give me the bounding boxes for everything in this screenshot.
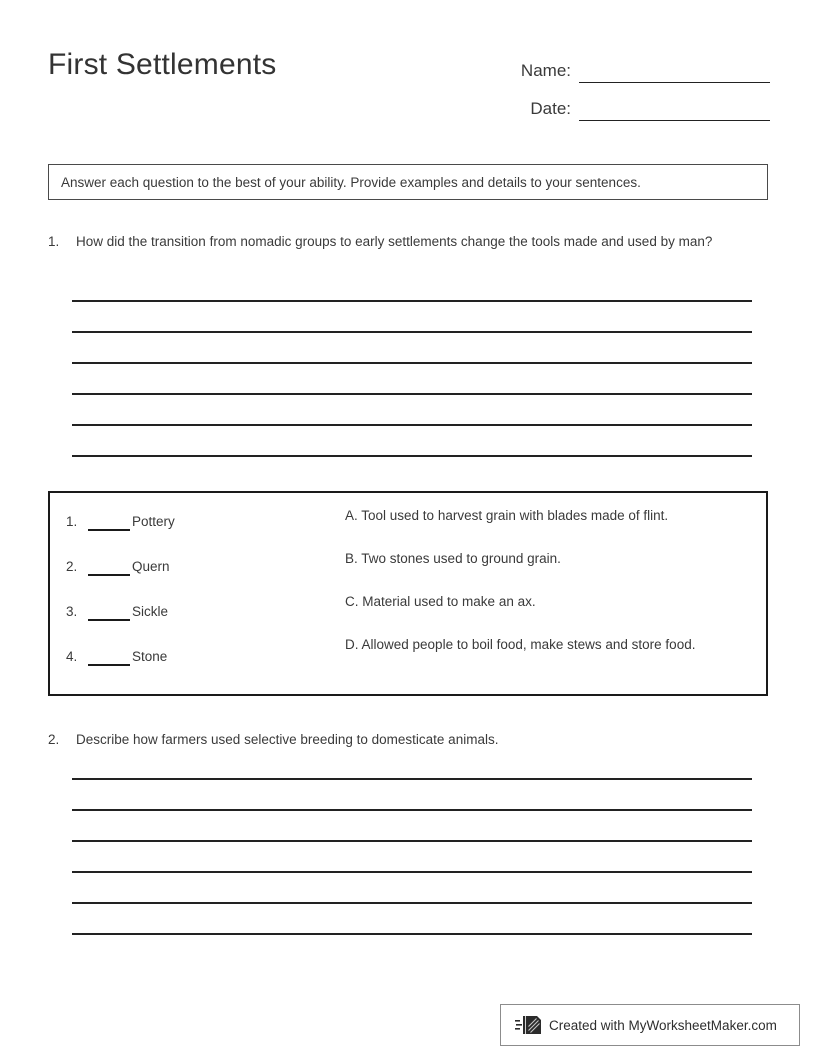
matching-term-label: Pottery [132,514,175,529]
worksheet-maker-logo-icon [515,1013,541,1037]
name-input-line[interactable] [579,60,770,83]
question-1-number: 1. [48,234,60,249]
answer-line[interactable] [72,842,752,873]
matching-answer-blank[interactable] [88,648,130,666]
answer-line[interactable] [72,333,752,364]
answer-line[interactable] [72,364,752,395]
answer-line[interactable] [72,904,752,935]
footer-attribution-badge[interactable] [500,1004,800,1046]
matching-terms-column [66,513,336,693]
matching-answer-blank[interactable] [88,513,130,531]
matching-definition: A. Tool used to harvest grain with blades made of flint. [345,508,669,523]
matching-answer-blank[interactable] [88,558,130,576]
question-1-text: How did the transition from nomadic groups to early settlements change the tools made and used by man? [76,234,713,249]
answer-line[interactable] [72,426,752,457]
matching-term-label: Sickle [132,604,169,619]
footer-attribution-text: Created with MyWorksheetMaker.com [549,1017,777,1033]
question-1 [48,232,768,251]
date-label: Date: [530,99,571,118]
instructions-box [48,164,768,200]
question-2-number: 2. [48,732,60,747]
answer-line[interactable] [72,780,752,811]
answer-line[interactable] [72,271,752,302]
matching-exercise-box [48,491,768,696]
date-input-line[interactable] [579,98,770,121]
matching-term-row [66,603,336,648]
matching-term-row [66,648,336,693]
matching-definition: C. Material used to make an ax. [345,594,536,609]
question-2-answer-area[interactable] [72,749,752,935]
page-title: First Settlements [48,48,277,81]
answer-line[interactable] [72,749,752,780]
matching-definitions-column [345,507,755,679]
matching-term-number: 3. [66,604,78,619]
answer-line[interactable] [72,873,752,904]
matching-term-number: 4. [66,649,78,664]
matching-term-label: Quern [132,559,170,574]
name-label: Name: [520,61,571,80]
answer-line[interactable] [72,811,752,842]
question-2-text: Describe how farmers used selective breeding to domesticate animals. [76,732,499,747]
matching-term-label: Stone [132,649,168,664]
matching-answer-blank[interactable] [88,603,130,621]
instructions-text: Answer each question to the best of your ability. Provide examples and details to your sentences. [61,174,641,190]
header-fields [470,45,770,121]
matching-term-row [66,513,336,558]
question-2 [48,730,768,749]
date-field-row [470,83,770,121]
matching-term-number: 1. [66,514,78,529]
question-1-answer-area[interactable] [72,271,752,457]
matching-definition: B. Two stones used to ground grain. [345,551,561,566]
matching-definition: D. Allowed people to boil food, make stews and store food. [345,637,696,652]
name-field-row [470,45,770,83]
answer-line[interactable] [72,302,752,333]
answer-line[interactable] [72,395,752,426]
matching-term-number: 2. [66,559,78,574]
matching-term-row [66,558,336,603]
